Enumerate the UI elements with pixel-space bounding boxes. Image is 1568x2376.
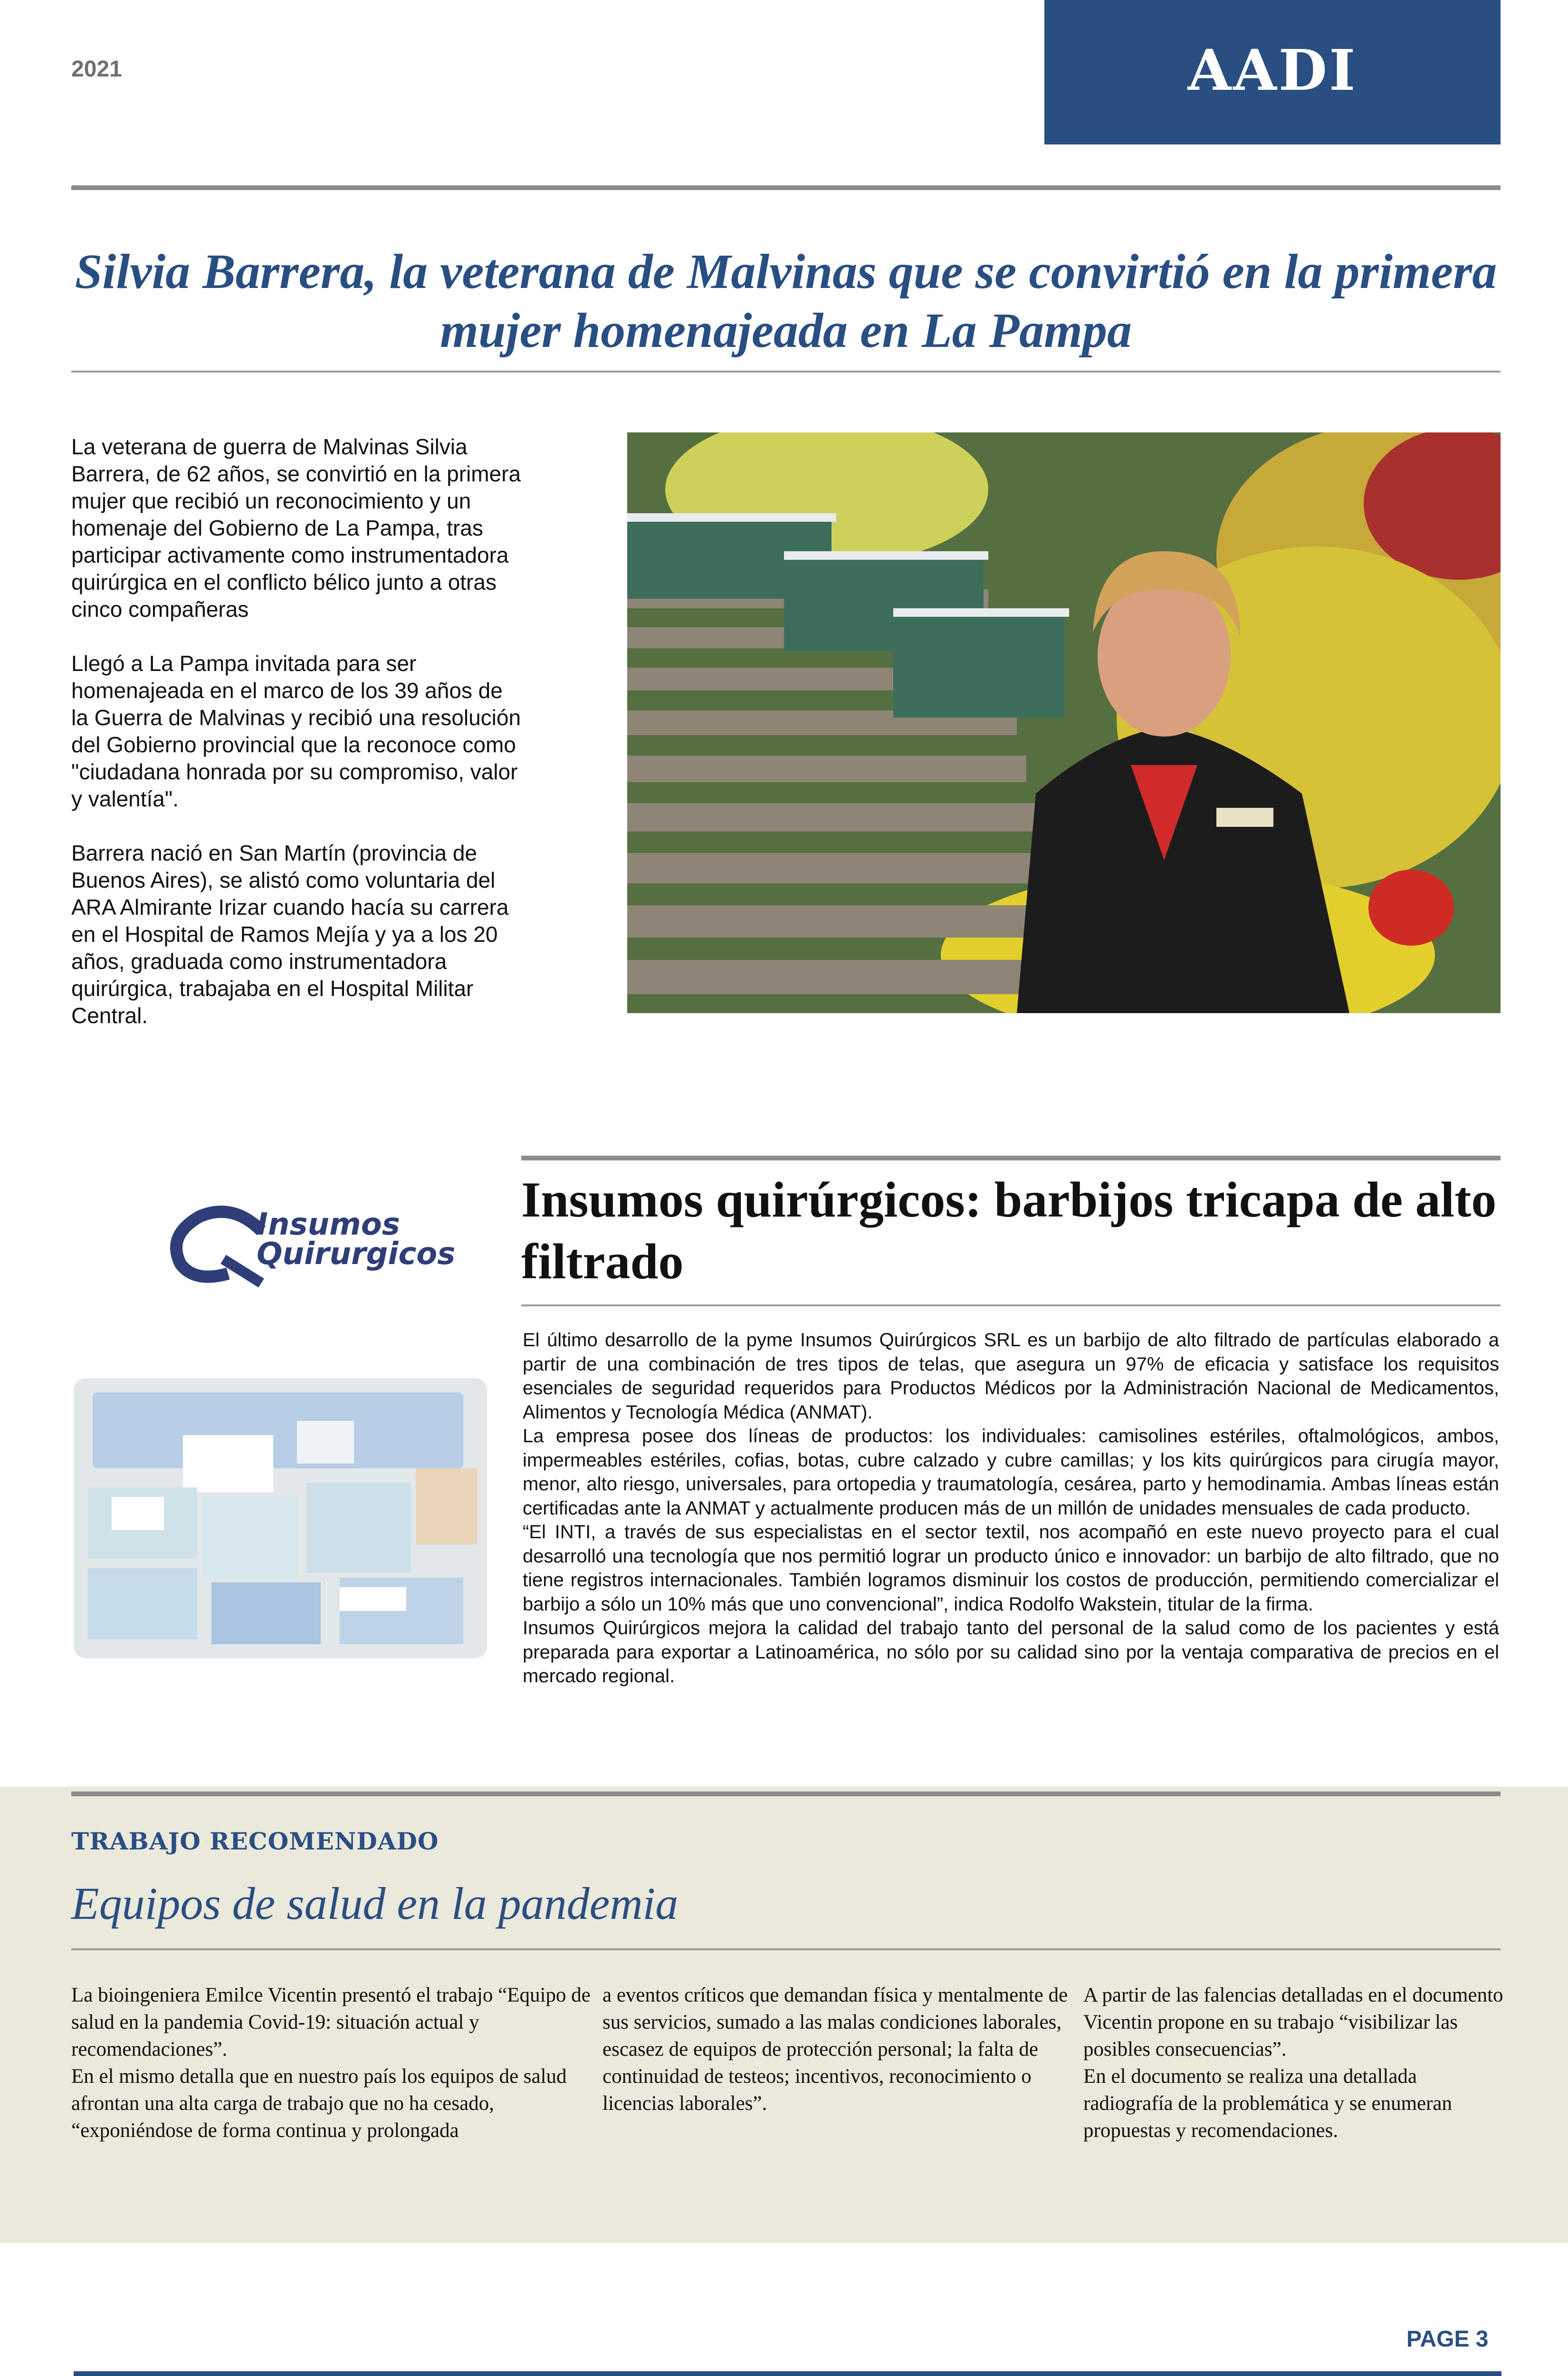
article-3-title: Equipos de salud en la pandemia: [71, 1878, 679, 1929]
section-kicker: TRABAJO RECOMENDADO: [71, 1827, 439, 1855]
article-3-paragraph: La bioingeniera Emilce Vicentin presentó el trabajo “Equipo de salud en la pandemia Covid-19: situación actual y recomendaciones”.: [71, 1984, 591, 2060]
page-number: PAGE 3: [1406, 2327, 1489, 2352]
article-2-paragraph: Insumos Quirúrgicos mejora la calidad del trabajo tanto del personal de la salud como de los pacientes y está preparada para exportar a Latinoamérica, no sólo por su calidad sino por la ventaja comparativa de precios en el mercado regional.: [523, 1618, 1499, 1686]
portrait-photo: [627, 432, 1501, 1013]
section-2-rule: [521, 1156, 1501, 1160]
title-rule: [71, 371, 1501, 373]
article-1-paragraph: La veterana de guerra de Malvinas Silvia Barrera, de 62 años, se convirtió en la primera mujer que recibió un reconocimiento y un homenaje del Gobierno de La Pampa, tras participar activamente como instrumentadora quirúrgica en el conflicto bélico junto a otras cinco compañeras: [71, 434, 521, 622]
issue-year: 2021: [71, 57, 122, 82]
article-1-paragraph: Barrera nació en San Martín (provincia de Buenos Aires), se alistó como voluntaria del ARA Almirante Irizar cuando hacía su carrera en el Hospital de Ramos Mejía y ya a los 20 años, graduada como instrumentadora quirúrgica, trabajaba en el Hospital Militar Central.: [71, 841, 509, 1028]
article-1-paragraph: Llegó a La Pampa invitada para ser homenajeada en el marco de los 39 años de la Guerra de Malvinas y recibió una resolución del Gobierno provincial que la reconoce como "ciudadana honrada por su compromiso, valor y valentía".: [71, 651, 521, 811]
article-3-column-2: [602, 1982, 1082, 2117]
brand-name: AADI: [1187, 37, 1358, 103]
article-1-title: Silvia Barrera, la veterana de Malvinas que se convirtió en la primera mujer homenajeada en La Pampa: [75, 244, 1497, 358]
section-2-title-rule: [521, 1304, 1501, 1306]
logo-text: Insumos: [257, 1207, 400, 1242]
footer-bar: [74, 2371, 1501, 2376]
article-2-title: Insumos quirúrgicos: barbijos tricapa de alto filtrado: [521, 1172, 1497, 1289]
article-3-column-3: [1083, 1982, 1511, 2144]
article-2-paragraph: La empresa posee dos líneas de productos: los individuales: camisolines estériles, oftalmológicos, ambos, impermeables estériles, cofias, botas, cubre calzado y cubre camillas; y los kits quirúrgicos para cirugía mayor, menor, alto riesgo, universales, para ortopedia y traumatología, cesárea, parto y hemodinamia. Ambas líneas están certificadas ante la ANMAT y actualmente producen más de un millón de unidades mensuales de cada producto.: [523, 1426, 1499, 1519]
article-3-paragraph: A partir de las falencias detalladas en el documento Vicentin propone en su trabajo “visibilizar las posibles consecuencias”.: [1083, 1984, 1503, 2060]
section-3-rule: [71, 1792, 1501, 1796]
article-2-body: [523, 1328, 1499, 1688]
article-2-paragraph: El último desarrollo de la pyme Insumos Quirúrgicos SRL es un barbijo de alto filtrado de partículas elaborado a partir de una combinación de tres tipos de telas, que asegura un 97% de eficacia y satisface los requisitos esenciales de seguridad requeridos para Productos Médicos por la Administración Nacional de Medicamentos, Alimentos y Tecnología Médica (ANMAT).: [523, 1330, 1499, 1423]
article-1-body: [71, 433, 523, 1056]
section-3-title-rule: [71, 1948, 1501, 1950]
brand-banner: [1044, 0, 1501, 144]
insumos-quirurgicos-logo: [162, 1198, 456, 1293]
article-3-paragraph: En el documento se realiza una detallada radiografía de la problemática y se enumeran propuestas y recomendaciones.: [1083, 2065, 1453, 2142]
logo-text: Quirurgicos: [257, 1236, 456, 1272]
article-2-paragraph: “El INTI, a través de sus especialistas en el sector textil, nos acompañó en este nuevo proyecto para el cual desarrolló una tecnología que nos permitió lograr un producto único e innovador: un barbijo de alto filtrado, que no tiene registros internacionales. También logramos disminuir los costos de producción, permitiendo comercializar el barbijo a sólo un 10% más que uno convencional”, indica Rodolfo Wakstein, titular de la firma.: [523, 1522, 1499, 1615]
article-3-column-1: [71, 1982, 601, 2144]
surgical-supplies-photo: [74, 1378, 487, 1658]
article-3-paragraph: En el mismo detalla que en nuestro país los equipos de salud afrontan una alta carga de trabajo que no ha cesado, “exponiéndose de forma continua y prolongada: [71, 2065, 567, 2142]
article-3-paragraph: a eventos críticos que demandan física y mentalmente de sus servicios, sumado a las malas condiciones laborales, escasez de equipos de protección personal; la falta de continuidad de testeos; incentivos, reconocimiento o licencias laborales”.: [602, 1984, 1068, 2115]
header-rule: [71, 185, 1501, 190]
